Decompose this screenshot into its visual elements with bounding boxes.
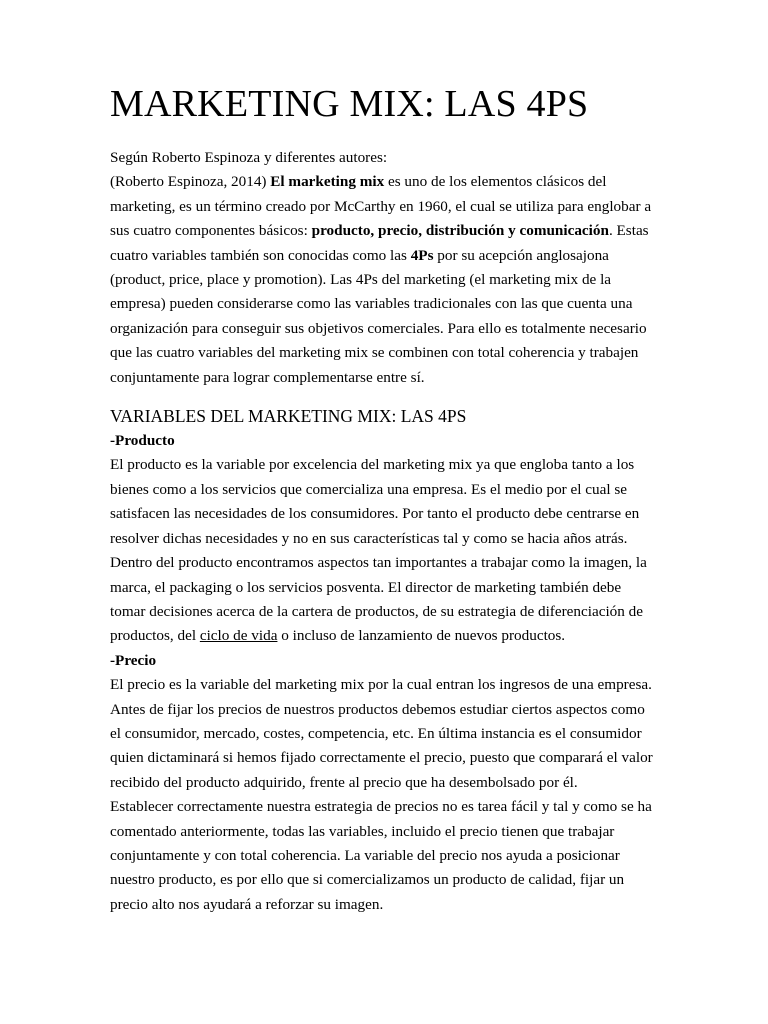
intro-text-2: . Estas cuatro variables también son conocidas como las (110, 222, 649, 264)
intro-section (110, 146, 656, 390)
precio-paragraph-2: Establecer correctamente nuestra estrategia de precios no es tarea fácil y tal y como se ha comentado anteriormente, todas las variables, incluido el precio tienen que trabajar conjuntamente y con total coherencia. La variable del precio nos ayuda a posicionar nuestro producto, es por ello que si comercializamos un producto de calidad, fijar un precio alto nos ayudará a reforzar su imagen. (110, 798, 652, 913)
intro-paragraph (110, 170, 656, 390)
producto-paragraph (110, 453, 656, 648)
intro-text-1: es uno de los elementos clásicos del marketing, es un término creado por McCarthy en 1960, el cual se utiliza para englobar a sus cuatro componentes básicos: (110, 173, 652, 240)
precio-section (110, 649, 656, 917)
intro-text-3: por su acepción anglosajona (product, price, place y promotion). Las 4Ps del marketing (el marketing mix de la empresa) pueden considerarse como las variables tradicionales con las que cuenta una organización para conseguir sus objetivos comerciales. Para ello es totalmente necesario que las cuatro variables del marketing mix se combinen con total coherencia y trabajen conjuntamente para lograr complementarse entre sí. (110, 246, 647, 386)
precio-paragraph-1: El precio es la variable del marketing mix por la cual entran los ingresos de una empresa. Antes de fijar los precios de nuestros productos debemos estudiar ciertos aspectos como el consumidor, mercado, costes, competencia, etc. En última instancia es el consumidor quien dictaminará si hemos fijado correctamente el precio, puesto que comparará el valor recibido del producto adquirido, frente al precio que ha desembolsado por él. (110, 676, 653, 791)
intro-bold-4ps: 4Ps (410, 246, 434, 264)
page-title: MARKETING MIX: LAS 4PS (110, 83, 589, 125)
intro-source-line: Según Roberto Espinoza y diferentes autores: (110, 149, 388, 166)
producto-heading: -Producto (110, 432, 175, 450)
intro-bold-components: producto, precio, distribución y comunicación (311, 222, 609, 240)
producto-section (110, 429, 656, 649)
intro-citation: (Roberto Espinoza, 2014) (110, 173, 271, 191)
section-heading: VARIABLES DEL MARKETING MIX: LAS 4PS (110, 406, 467, 427)
intro-bold-marketing-mix: El marketing mix (270, 173, 385, 191)
producto-text-before-link: El producto es la variable por excelencia del marketing mix ya que engloba tanto a los bienes como a los servicios que comercializa una empresa. Es el medio por el cual se satisfacen las necesidades de los consumidores. Por tanto el producto debe centrarse en resolver dichas necesidades y no en sus características tal y como se hacia años atrás. Dentro del producto encontramos aspectos tan importantes a trabajar como la imagen, la marca, el packaging o los servicios posventa. El director de marketing también debe tomar decisiones acerca de la cartera de productos, de su estrategia de diferenciación de productos, del (110, 456, 647, 645)
precio-heading: -Precio (110, 651, 157, 669)
producto-text-after-link: o incluso de lanzamiento de nuevos productos. (277, 627, 566, 645)
ciclo-de-vida-link[interactable]: ciclo de vida (199, 627, 278, 645)
